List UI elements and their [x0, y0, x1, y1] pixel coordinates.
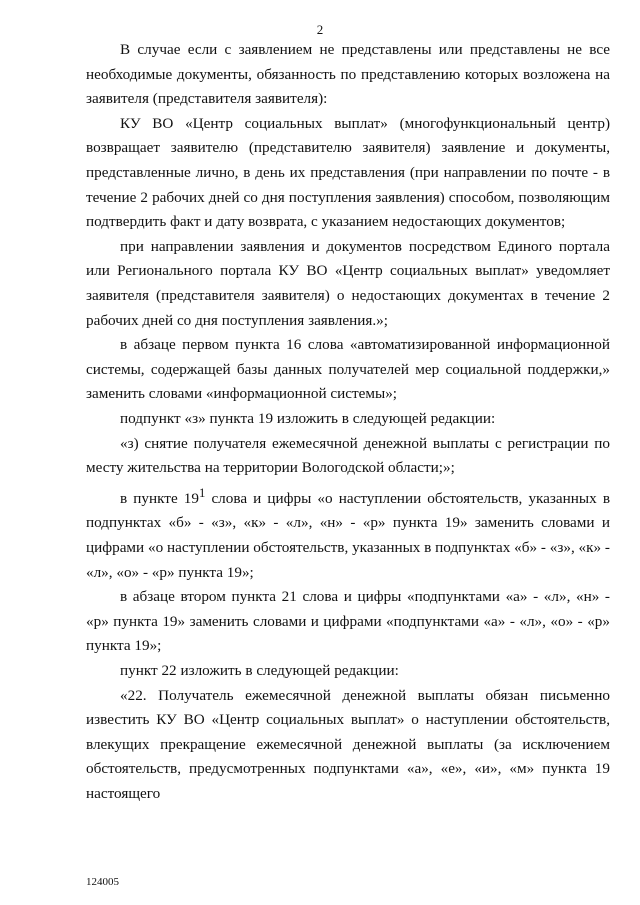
paragraph-missing-documents: В случае если с заявлением не представлены или представлены не все необходимые документы, обязанность по представлению которых возложена на заявителя (представителя заявителя): — [86, 41, 610, 108]
document-body — [86, 38, 610, 806]
paragraph-portal-notification: при направлении заявления и документов посредством Единого портала или Регионального портала КУ ВО «Центр социальных выплат» уведомляет заявителя (представителя заявителя) о недостающих документах в течение 2 рабочих дней со дня поступления заявления.»; — [86, 237, 610, 329]
paragraph-point-22-text: «22. Получатель ежемесячной денежной выплаты обязан письменно известить КУ ВО «Центр социальных выплат» о наступлении обстоятельств, влекущих прекращение ежемесячной денежной выплаты (за исключением обстоятельств, предусмотренных подпунктами «а», «е», «и», «м» пункта 19 настоящего — [86, 686, 610, 802]
paragraph-return-documents: КУ ВО «Центр социальных выплат» (многофункциональный центр) возвращает заявителю (представителю заявителя) заявление и документы, представленные лично, в день их представления (при направлении по почте - в течение 2 рабочих дней со дня поступления заявления) способом, позволяющим подтвердить факт и дату возврата, с указанием недостающих документов; — [86, 114, 610, 231]
point-19-1-before: в пункте 19 — [120, 489, 199, 507]
document-code: 124005 — [86, 876, 119, 888]
paragraph-point-16: в абзаце первом пункта 16 слова «автоматизированной информационной системы, содержащей базы данных получателей мер социальной поддержки,» заменить словами «информационной системы»; — [86, 336, 610, 403]
paragraph-point-19-1 — [86, 481, 610, 585]
paragraph-subpoint-z: подпункт «з» пункта 19 изложить в следующей редакции: — [120, 409, 496, 427]
paragraph-point-22: пункт 22 изложить в следующей редакции: — [120, 661, 399, 679]
point-19-1-after: слова и цифры «о наступлении обстоятельств, указанных в подпунктах «б» - «з», «к» - «л», «н» - «р» пункта 19» заменить словами и цифрами «о наступлении обстоятельств, указанных в подпунктах «б» - «з», «к» - «л», «о» - «р» пункта 19»; — [86, 489, 610, 581]
point-19-1-superscript: 1 — [199, 485, 206, 500]
page-number: 2 — [316, 22, 324, 37]
paragraph-point-21: в абзаце втором пункта 21 слова и цифры «подпунктами «а» - «л», «н» - «р» пункта 19» заменить словами и цифрами «подпунктами «а» - «л», «о» - «р» пункта 19»; — [86, 588, 610, 655]
paragraph-subpoint-z-text: «з) снятие получателя ежемесячной денежной выплаты с регистрации по месту жительства на территории Вологодской области;»; — [86, 434, 610, 477]
